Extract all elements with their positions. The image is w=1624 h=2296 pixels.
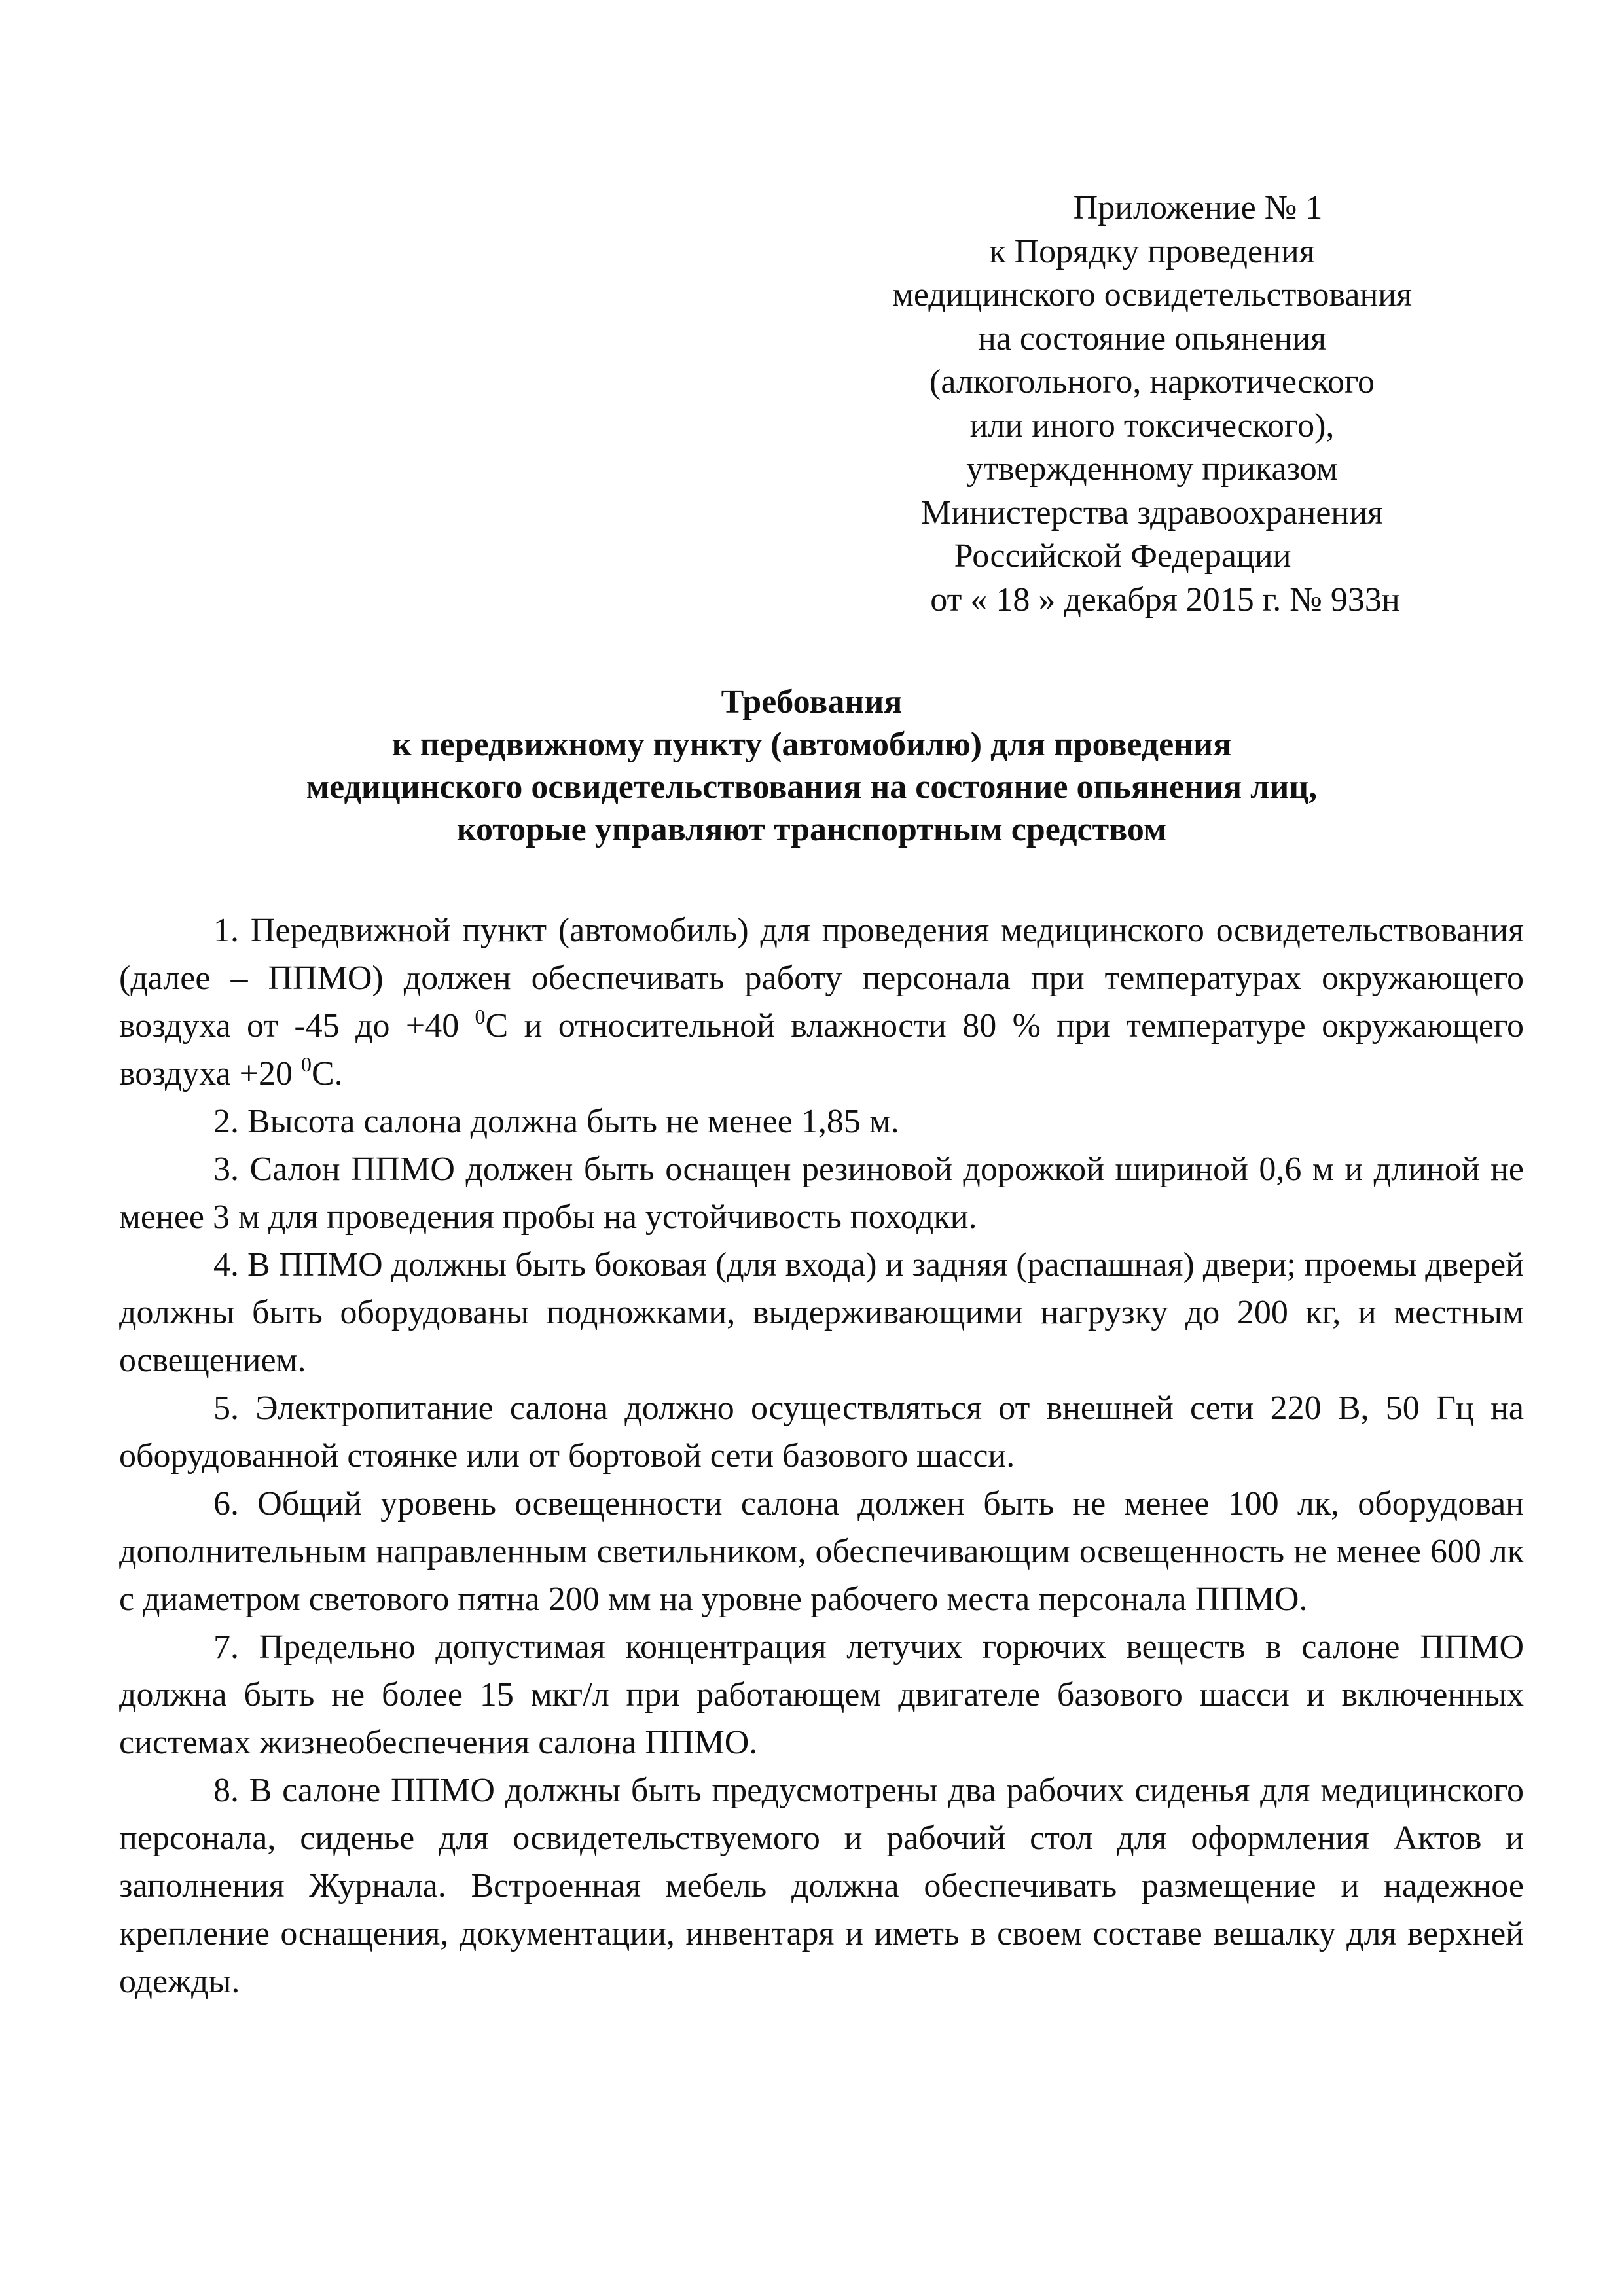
requirements-body [119, 906, 1524, 2005]
paragraph-6: 6. Общий уровень освещенности салона должен быть не менее 100 лк, оборудован дополнительным направленным светильником, обеспечивающим освещенность не менее 600 лк с диаметром светового пятна 200 мм на уровне рабочего места персонала ППМО. [119, 1485, 1524, 1618]
paragraph-2: 2. Высота салона должна быть не менее 1,85 м. [213, 1103, 899, 1140]
appendix-federation: Российской Федерации [954, 537, 1291, 575]
paragraph-7: 7. Предельно допустимая концентрация летучих горючих веществ в салоне ППМО должна быть не более 15 мкг/л при работающем двигателе базового шасси и включенных системах жизнеобеспечения салона ППМО. [119, 1628, 1524, 1761]
appendix-line: медицинского освидетельствования [892, 276, 1413, 314]
degree-mark: 0 [300, 1052, 312, 1076]
appendix-date: от « 18 » декабря 2015 г. № 933н [930, 581, 1400, 619]
document-title [105, 681, 1519, 851]
p1-text-c: С. [311, 1055, 343, 1092]
degree-mark: 0 [475, 1005, 486, 1028]
paragraph-1 [119, 906, 1524, 1098]
p1-text-b: С и относительной влажности 80 % при температуре окружающего воздуха +20 [119, 1007, 1524, 1092]
paragraph-5: 5. Электропитание салона должно осуществляться от внешней сети 220 В, 50 Гц на оборудованной стоянке или от бортовой сети базового шасси. [119, 1390, 1524, 1475]
appendix-line: утвержденному приказом [966, 450, 1338, 488]
appendix-line: к Порядку проведения [989, 232, 1315, 270]
title-line: медицинского освидетельствования на состояние опьянения лиц, [306, 768, 1318, 806]
title-line: к передвижному пункту (автомобилю) для проведения [391, 726, 1232, 763]
appendix-title: Приложение № 1 [1073, 189, 1323, 226]
paragraph-8: 8. В салоне ППМО должны быть предусмотрены два рабочих сиденья для медицинского персонала, сиденье для освидетельствуемого и рабочий стол для оформления Актов и заполнения Журнала. Встроенная мебель должна обеспечивать размещение и надежное крепление оснащения, документации, инвентаря и иметь в своем составе вешалку для верхней одежды. [119, 1772, 1524, 2000]
appendix-block [812, 187, 1492, 622]
title-line: которые управляют транспортным средством [456, 811, 1167, 848]
p1-text-a: 1. Передвижной пункт (автомобиль) для проведения медицинского освидетельствования (далее – ППМО) должен обеспечивать работу персонала при температурах окружающего воздуха от -45 до +40 [119, 912, 1524, 1045]
title-heading: Требования [721, 683, 903, 721]
appendix-line: или иного токсического), [969, 406, 1335, 444]
paragraph-3: 3. Салон ППМО должен быть оснащен резиновой дорожкой шириной 0,6 м и длиной не менее 3 м для проведения пробы на устойчивость походки. [119, 1151, 1524, 1236]
appendix-line: (алкогольного, наркотического [929, 363, 1375, 401]
paragraph-4: 4. В ППМО должны быть боковая (для входа) и задняя (распашная) двери; проемы дверей должны быть оборудованы подножками, выдерживающими нагрузку до 200 кг, и местным освещением. [119, 1246, 1524, 1379]
appendix-line: Министерства здравоохранения [921, 493, 1383, 531]
appendix-line: на состояние опьянения [977, 319, 1326, 357]
